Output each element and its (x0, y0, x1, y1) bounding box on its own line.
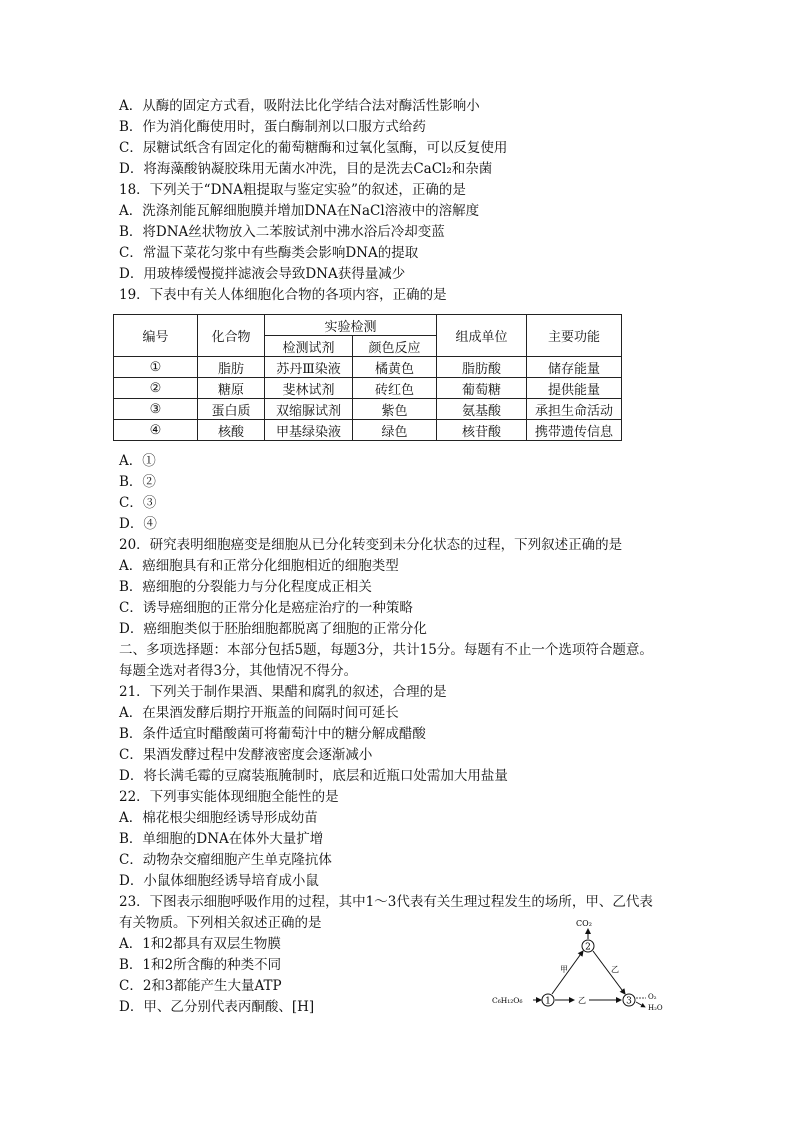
q18-option-b: B．将DNA丝状物放入二苯胺试剂中沸水浴后冷却变蓝 (119, 224, 445, 240)
cell-color: 橘黄色 (353, 357, 437, 378)
cell-reagent: 双缩脲试剂 (265, 399, 353, 420)
q21-stem: 21．下列关于制作果酒、果醋和腐乳的叙述，合理的是 (119, 684, 447, 700)
cell-number: ② (114, 378, 198, 399)
q18-stem: 18．下列关于“DNA粗提取与鉴定实验”的叙述，正确的是 (119, 182, 466, 198)
cell-compound: 糖原 (198, 378, 265, 399)
q20-stem: 20．研究表明细胞癌变是细胞从已分化转变到未分化状态的过程，下列叙述正确的是 (119, 537, 623, 553)
cell-unit: 葡萄糖 (437, 378, 527, 399)
cell-reagent: 苏丹Ⅲ染液 (265, 357, 353, 378)
q22-option-a: A．棉花根尖细胞经诱导形成幼苗 (119, 810, 318, 826)
cell-unit: 氨基酸 (437, 399, 527, 420)
co2-label: CO₂ (576, 919, 592, 928)
cell-reagent: 甲基绿染液 (265, 420, 353, 441)
cell-number: ④ (114, 420, 198, 441)
q20-option-c: C．诱导癌细胞的正常分化是癌症治疗的一种策略 (119, 600, 413, 616)
respiration-diagram (490, 912, 680, 1012)
cell-color: 砖红色 (353, 378, 437, 399)
q17-option-c: C．尿糖试纸含有固定化的葡萄糖酶和过氧化氢酶，可以反复使用 (119, 140, 508, 156)
cell-number: ③ (114, 399, 198, 420)
q21-option-c: C．果酒发酵过程中发酵液密度会逐渐减小 (119, 747, 373, 763)
section-heading: 二、多项选择题：本部分包括5题，每题3分，共计15分。每题有不止一个选项符合题意。 (119, 642, 653, 658)
cell-reagent: 斐林试剂 (265, 378, 353, 399)
cell-function: 承担生命活动 (527, 399, 622, 420)
q21-option-b: B．条件适宜时醋酸菌可将葡萄汁中的糖分解成醋酸 (119, 726, 426, 742)
table-row (114, 378, 622, 399)
q23-option-d: D．甲、乙分别代表丙酮酸、[H] (119, 999, 315, 1015)
cell-unit: 核苷酸 (437, 420, 527, 441)
q17-option-a: A．从酶的固定方式看，吸附法比化学结合法对酶活性影响小 (119, 98, 480, 114)
yi-lower-label: 乙 (578, 996, 586, 1005)
site-1-label: 1 (545, 996, 551, 1007)
q19-option-d: D．④ (119, 516, 157, 532)
cell-number: ① (114, 357, 198, 378)
header-compound: 化合物 (198, 315, 265, 357)
q22-option-b: B．单细胞的DNA在体外大量扩增 (119, 831, 324, 847)
q17-option-b: B．作为消化酶使用时，蛋白酶制剂以口服方式给药 (119, 119, 426, 135)
q17-option-d: D．将海藻酸钠凝胶珠用无菌水冲洗，目的是洗去CaCl₂和杂菌 (119, 161, 493, 177)
q23-option-a: A．1和2都具有双层生物膜 (119, 936, 281, 952)
q18-option-d: D．用玻棒缓慢搅拌滤液会导致DNA获得量减少 (119, 266, 406, 282)
q20-option-d: D．癌细胞类似于胚胎细胞都脱离了细胞的正常分化 (119, 621, 427, 637)
cell-compound: 脂肪 (198, 357, 265, 378)
q21-option-d: D．将长满毛霉的豆腐装瓶腌制时，底层和近瓶口处需加大用盐量 (119, 768, 508, 784)
header-number: 编号 (114, 315, 198, 357)
cell-color: 绿色 (353, 420, 437, 441)
table-row (114, 399, 622, 420)
table-row (114, 357, 622, 378)
glucose-label: C₆H₁₂O₆ (492, 996, 523, 1005)
header-detection: 实验检测 (265, 315, 437, 336)
q23-option-b: B．1和2所含酶的种类不同 (119, 957, 282, 973)
jia-label: 甲 (560, 965, 568, 974)
q23-stem: 23．下图表示细胞呼吸作用的过程，其中1～3代表有关生理过程发生的场所，甲、乙代表 (119, 894, 653, 910)
q23-option-c: C．2和3都能产生大量ATP (119, 978, 282, 994)
compound-table (113, 314, 622, 441)
cell-function: 提供能量 (527, 378, 622, 399)
cell-function: 携带遗传信息 (527, 420, 622, 441)
q19-option-a: A．① (119, 453, 156, 469)
q22-option-d: D．小鼠体细胞经诱导培育成小鼠 (119, 873, 319, 889)
arrow-to-h2o (636, 1002, 645, 1007)
q22-stem: 22．下列事实能体现细胞全能性的是 (119, 789, 339, 805)
q23-stem-cont: 有关物质。下列相关叙述正确的是 (119, 915, 322, 931)
cell-color: 紫色 (353, 399, 437, 420)
yi-upper-label: 乙 (611, 965, 619, 974)
section-scoring: 每题全选对者得3分，其他情况不得分。 (119, 663, 358, 679)
h2o-label: H₂O (648, 1004, 663, 1012)
q20-option-a: A．癌细胞具有和正常分化细胞相近的细胞类型 (119, 558, 399, 574)
site-2-label: 2 (585, 942, 591, 953)
site-3-label: 3 (626, 996, 632, 1007)
table-row (114, 420, 622, 441)
header-function: 主要功能 (527, 315, 622, 357)
o2-label: O₂ (648, 993, 657, 1001)
cell-compound: 蛋白质 (198, 399, 265, 420)
cell-compound: 核酸 (198, 420, 265, 441)
header-reagent: 检测试剂 (265, 336, 353, 357)
q22-option-c: C．动物杂交瘤细胞产生单克隆抗体 (119, 852, 332, 868)
q18-option-a: A．洗涤剂能瓦解细胞膜并增加DNA在NaCl溶液中的溶解度 (119, 203, 480, 219)
q19-stem: 19．下表中有关人体细胞化合物的各项内容，正确的是 (119, 287, 447, 303)
cell-function: 储存能量 (527, 357, 622, 378)
q21-option-a: A．在果酒发酵后期拧开瓶盖的间隔时间可延长 (119, 705, 399, 721)
q19-option-b: B．② (119, 474, 156, 490)
q19-option-c: C．③ (119, 495, 157, 511)
arrow-2-to-3 (593, 951, 625, 994)
q20-option-b: B．癌细胞的分裂能力与分化程度成正相关 (119, 579, 372, 595)
q18-option-c: C．常温下菜花匀浆中有些酶类会影响DNA的提取 (119, 245, 419, 261)
header-unit: 组成单位 (437, 315, 527, 357)
cell-unit: 脂肪酸 (437, 357, 527, 378)
header-color: 颜色反应 (353, 336, 437, 357)
